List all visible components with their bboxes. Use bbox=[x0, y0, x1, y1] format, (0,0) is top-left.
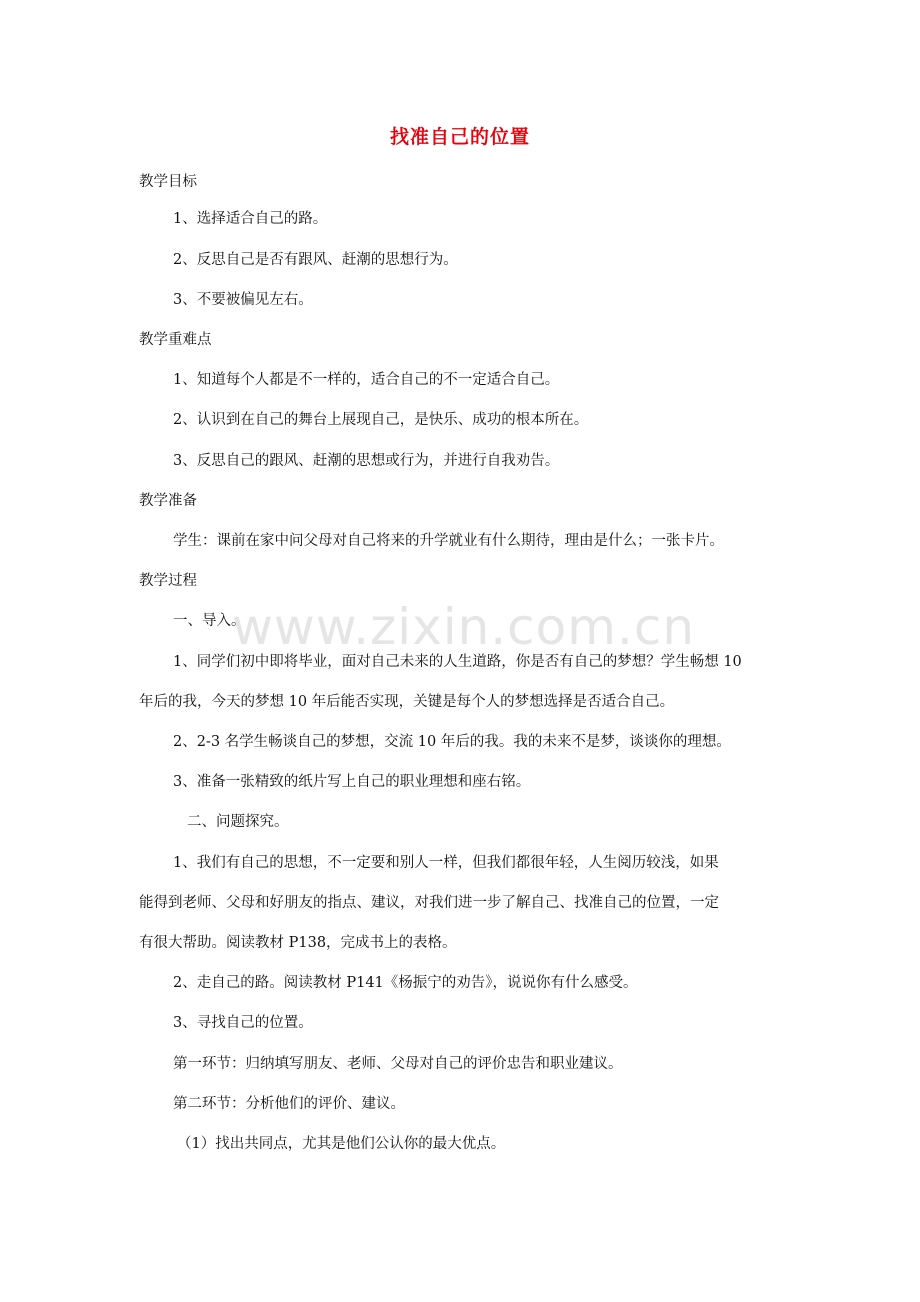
paragraph: 第二环节：分析他们的评价、建议。 bbox=[173, 1096, 405, 1112]
subsection-heading-inquiry: 二、问题探究。 bbox=[187, 814, 289, 830]
paragraph: 第一环节：归纳填写朋友、老师、父母对自己的评价忠告和职业建议。 bbox=[173, 1056, 623, 1072]
watermark: www.zixin.com.cn bbox=[232, 598, 696, 656]
section-heading-process: 教学过程 bbox=[139, 573, 197, 589]
paragraph: （1）找出共同点，尤其是他们公认你的最大优点。 bbox=[177, 1136, 506, 1152]
paragraph: 2、认识到在自己的舞台上展现自己，是快乐、成功的根本所在。 bbox=[173, 412, 589, 428]
section-heading-preparation: 教学准备 bbox=[139, 493, 197, 509]
paragraph: 3、反思自己的跟风、赶潮的思想或行为，并进行自我劝告。 bbox=[173, 453, 560, 469]
subsection-heading-intro: 一、导入。 bbox=[173, 613, 246, 629]
section-heading-objectives: 教学目标 bbox=[139, 174, 197, 190]
paragraph-continuation: 有很大帮助。阅读教材 P138，完成书上的表格。 bbox=[139, 935, 457, 951]
paragraph-continuation: 年后的我，今天的梦想 10 年后能否实现，关键是每个人的梦想选择是否适合自己。 bbox=[139, 694, 675, 710]
paragraph: 1、我们有自己的思想，不一定要和别人一样，但我们都很年轻，人生阅历较浅，如果 bbox=[173, 855, 719, 871]
paragraph: 2、走自己的路。阅读教材 P141《杨振宁的劝告》，说说你有什么感受。 bbox=[173, 975, 638, 991]
paragraph-continuation: 能得到老师、父母和好朋友的指点、建议，对我们进一步了解自己、找准自己的位置，一定 bbox=[139, 895, 719, 911]
paragraph: 学生：课前在家中问父母对自己将来的升学就业有什么期待，理由是什么；一张卡片。 bbox=[173, 533, 724, 549]
document-title: 找准自己的位置 bbox=[389, 126, 530, 148]
paragraph: 1、同学们初中即将毕业，面对自己未来的人生道路，你是否有自己的梦想？学生畅想 10 bbox=[173, 654, 742, 670]
paragraph: 1、选择适合自己的路。 bbox=[173, 211, 328, 227]
paragraph: 2、2-3 名学生畅谈自己的梦想，交流 10 年后的我。我的未来不是梦，谈谈你的理想。 bbox=[173, 734, 731, 750]
paragraph: 3、准备一张精致的纸片写上自己的职业理想和座右铭。 bbox=[173, 774, 531, 790]
section-heading-key-points: 教学重难点 bbox=[139, 332, 212, 348]
paragraph: 3、寻找自己的位置。 bbox=[173, 1015, 313, 1031]
paragraph: 2、反思自己是否有跟风、赶潮的思想行为。 bbox=[173, 252, 458, 268]
paragraph: 3、不要被偏见左右。 bbox=[173, 292, 313, 308]
paragraph: 1、知道每个人都是不一样的，适合自己的不一定适合自己。 bbox=[173, 372, 560, 388]
